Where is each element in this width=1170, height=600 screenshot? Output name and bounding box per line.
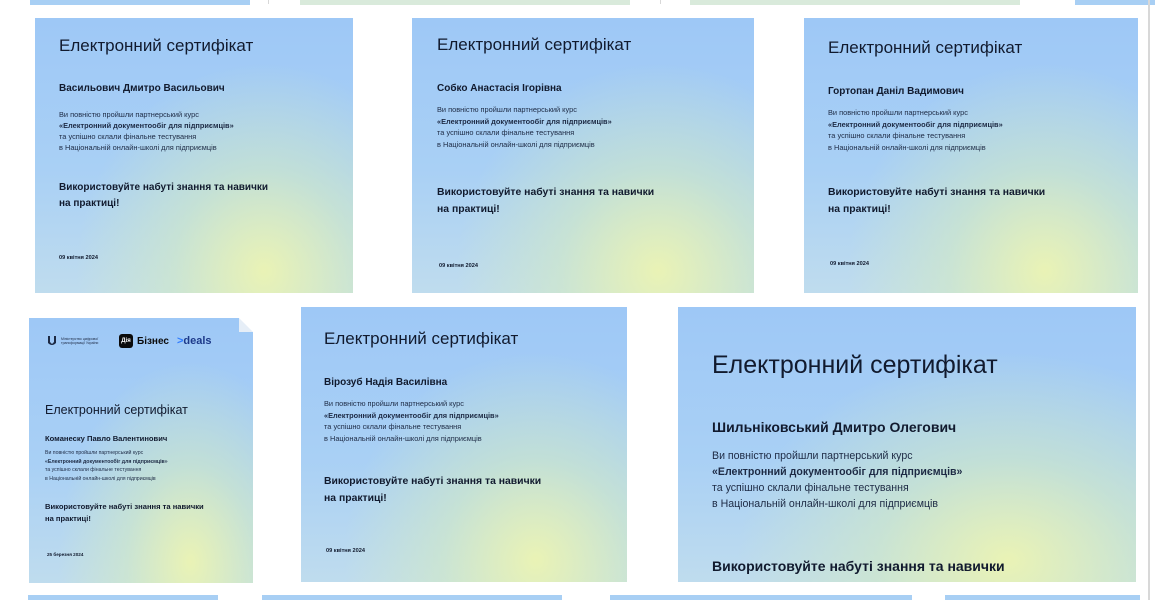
- certificate-call-to-action: [437, 184, 654, 218]
- certificate-title: Електронний сертифікат: [828, 38, 1023, 57]
- certificate-title: Електронний сертифікат: [45, 403, 188, 417]
- certificate-card[interactable]: [29, 318, 253, 583]
- course-name: «Електронний документообіг для підприємців»: [59, 121, 234, 130]
- body-line: в Національній онлайн-школі для підприємців: [45, 475, 156, 482]
- certificate-title: Електронний сертифікат: [59, 36, 254, 55]
- cta-line: на практиці!: [828, 204, 891, 215]
- issue-date: 09 квітня 2024: [830, 261, 869, 267]
- partial-certificate-top-4: [1075, 0, 1155, 5]
- certificate-title: Електронний сертифікат: [324, 329, 519, 348]
- body-line: та успішно склали фінальне тестування: [45, 467, 142, 474]
- issue-date: 09 квітня 2024: [326, 548, 365, 554]
- certificate-call-to-action: [59, 180, 268, 212]
- cta-line: Використовуйте набуті знання та навички: [45, 502, 204, 511]
- partial-certificate-top-3: [690, 0, 1020, 5]
- course-name: «Електронний документообіг для підприємців»: [712, 466, 963, 478]
- body-line: та успішно склали фінальне тестування: [59, 132, 197, 141]
- cta-line: на практиці!: [59, 198, 120, 209]
- partial-certificate-top-2: [300, 0, 630, 5]
- issue-date: 25 березня 2024: [47, 552, 84, 557]
- certificate-body: [324, 398, 499, 444]
- deals-logo-prefix: >: [176, 335, 184, 347]
- recipient-name: Васильович Дмитро Васильович: [59, 83, 225, 94]
- partial-certificate-bottom-3: [610, 595, 912, 600]
- body-line: Ви повністю пройшли партнерський курс: [437, 105, 577, 114]
- business-label: Бізнес: [137, 335, 169, 347]
- course-name: «Електронний документообіг для підприємців»: [828, 119, 1003, 129]
- cta-line: на практиці!: [45, 514, 91, 523]
- certificate-body: [437, 104, 612, 150]
- cta-line: Використовуйте набуті знання та навички: [712, 558, 1005, 574]
- certificate-card[interactable]: [678, 307, 1136, 582]
- certificate-title: Електронний сертифікат: [437, 35, 632, 54]
- body-line: Ви повністю пройшли партнерський курс: [59, 110, 199, 119]
- certificate-card[interactable]: [804, 18, 1138, 293]
- dia-logo-icon: Дія: [119, 334, 133, 348]
- certificate-title: Електронний сертифікат: [712, 351, 998, 379]
- cta-line: Використовуйте набуті знання та навички: [828, 187, 1046, 198]
- body-line: Ви повністю пройшли партнерський курс: [324, 399, 464, 408]
- deals-logo: [177, 335, 212, 347]
- cta-line: Використовуйте набуті знання та навички: [59, 182, 269, 193]
- certificate-card[interactable]: [412, 18, 754, 293]
- body-line: в Національній онлайн-школі для підприємців: [437, 139, 595, 149]
- partner-logos: [47, 334, 212, 348]
- trident-icon: [47, 335, 57, 347]
- body-line: та успішно склали фінальне тестування: [324, 422, 462, 431]
- partial-certificate-bottom-1: [28, 595, 218, 600]
- body-line: Ви повністю пройшли партнерський курс: [45, 450, 144, 456]
- body-line: Ви повністю пройшли партнерський курс: [712, 450, 913, 462]
- body-line: в Національній онлайн-школі для підприємців: [324, 433, 482, 443]
- divider: [660, 0, 661, 4]
- certificate-call-to-action: [324, 473, 541, 507]
- certificate-body: [59, 109, 234, 153]
- partial-certificate-bottom-2: [262, 595, 562, 600]
- partial-certificate-bottom-4: [945, 595, 1140, 600]
- cta-line: Використовуйте набуті знання та навички: [324, 476, 542, 487]
- partial-certificate-top-1: [30, 0, 250, 5]
- body-line: в Національній онлайн-школі для підприємців: [712, 498, 939, 510]
- issue-date: 09 квітня 2024: [59, 255, 98, 261]
- course-name: «Електронний документообіг для підприємців»: [324, 410, 499, 420]
- body-line: та успішно склали фінальне тестування: [712, 482, 909, 494]
- issue-date: 09 квітня 2024: [439, 263, 478, 269]
- body-line: в Національній онлайн-школі для підприємців: [59, 143, 217, 152]
- divider: [268, 0, 269, 4]
- body-line: в Національній онлайн-школі для підприємців: [828, 142, 986, 152]
- ministry-label: Міністерство цифрової трансформації України: [61, 337, 99, 345]
- body-line: та успішно склали фінальне тестування: [437, 128, 575, 137]
- recipient-name: Команеску Павло Валентинович: [45, 434, 168, 443]
- body-line: та успішно склали фінальне тестування: [828, 131, 966, 140]
- certificate-body: [45, 449, 168, 483]
- page-fold-corner: [239, 318, 253, 332]
- recipient-name: Собко Анастасія Ігорівна: [437, 83, 562, 94]
- course-name: «Електронний документообіг для підприємців»: [45, 458, 168, 465]
- certificate-card[interactable]: [301, 307, 627, 582]
- cta-line: на практиці!: [437, 204, 500, 215]
- certificate-call-to-action: [712, 556, 1005, 576]
- certificate-call-to-action: [828, 184, 1045, 218]
- recipient-name: Шильніковський Дмитро Олегович: [712, 419, 957, 435]
- certificate-body: [828, 107, 1003, 153]
- recipient-name: Гортопан Даніл Вадимович: [828, 86, 964, 97]
- deals-logo-text: deals: [183, 335, 212, 347]
- course-name: «Електронний документообіг для підприємців»: [437, 116, 612, 126]
- divider: [1148, 0, 1150, 600]
- body-line: Ви повністю пройшли партнерський курс: [828, 108, 968, 117]
- recipient-name: Вірозуб Надія Василівна: [324, 377, 448, 388]
- certificate-body: [712, 448, 962, 512]
- certificate-call-to-action: [45, 501, 204, 525]
- cta-line: Використовуйте набуті знання та навички: [437, 187, 655, 198]
- certificate-card[interactable]: [35, 18, 353, 293]
- cta-line: на практиці!: [324, 493, 387, 504]
